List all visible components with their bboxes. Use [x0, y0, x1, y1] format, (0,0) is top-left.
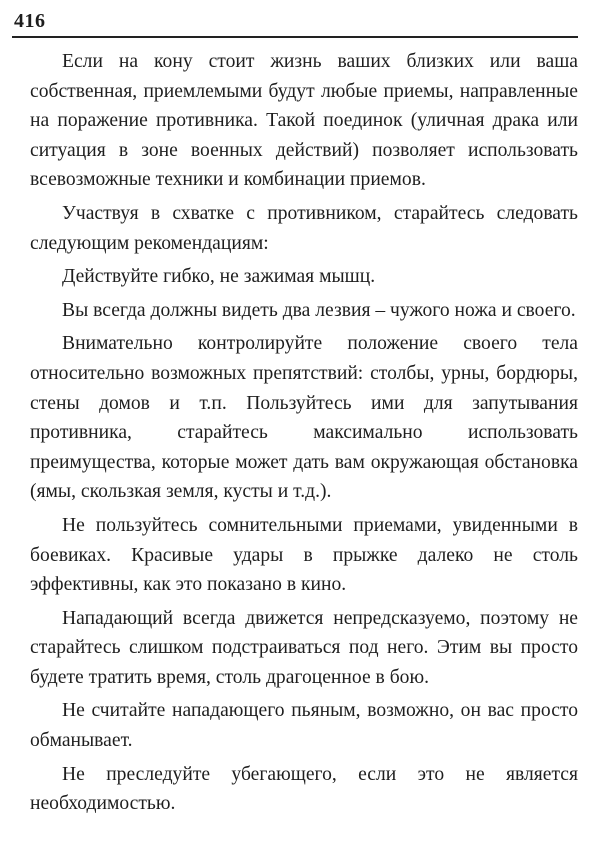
paragraph: Не пользуйтесь сомнительными приемами, увиденными в боевиках. Красивые удары в прыжке далеко не столь эффективны, как это показано в кино.: [30, 514, 578, 596]
paragraph: Действуйте гибко, не зажимая мышц.: [62, 266, 376, 288]
paragraph: Если на кону стоит жизнь ваших близких или ваша собственная, приемлемыми будут любые приемы, направленные на поражение противника. Такой поединок (уличная драка или ситуация в зоне военных действий) позволяет использовать всевозможные техники и комбинации приемов.: [30, 51, 578, 191]
body-text: [30, 47, 578, 819]
paragraph: Внимательно контролируйте положение своего тела относительно возможных препятствий: столбы, урны, бордюры, стены домов и т.п. Пользуйтесь ими для запутывания противника, старайтесь максимально использовать преимущества, которые может дать вам окружающая обстановка (ямы, скользкая земля, кусты и т.д.).: [30, 333, 578, 503]
page-number: 416: [14, 10, 46, 32]
paragraph: Не считайте нападающего пьяным, возможно, он вас просто обманывает.: [30, 700, 578, 752]
paragraph: Вы всегда должны видеть два лезвия – чужого ножа и своего.: [62, 299, 576, 321]
header-rule: [12, 36, 578, 38]
paragraph: Нападающий всегда движется непредсказуемо, поэтому не старайтесь слишком подстраиваться под него. Этим вы просто будете тратить время, столь драгоценное в бою.: [30, 607, 578, 688]
paragraph: Не преследуйте убегающего, если это не является необходимостью.: [30, 763, 578, 815]
paragraph: Участвуя в схватке с противником, старайтесь следовать следующим рекомендациям:: [30, 202, 578, 254]
